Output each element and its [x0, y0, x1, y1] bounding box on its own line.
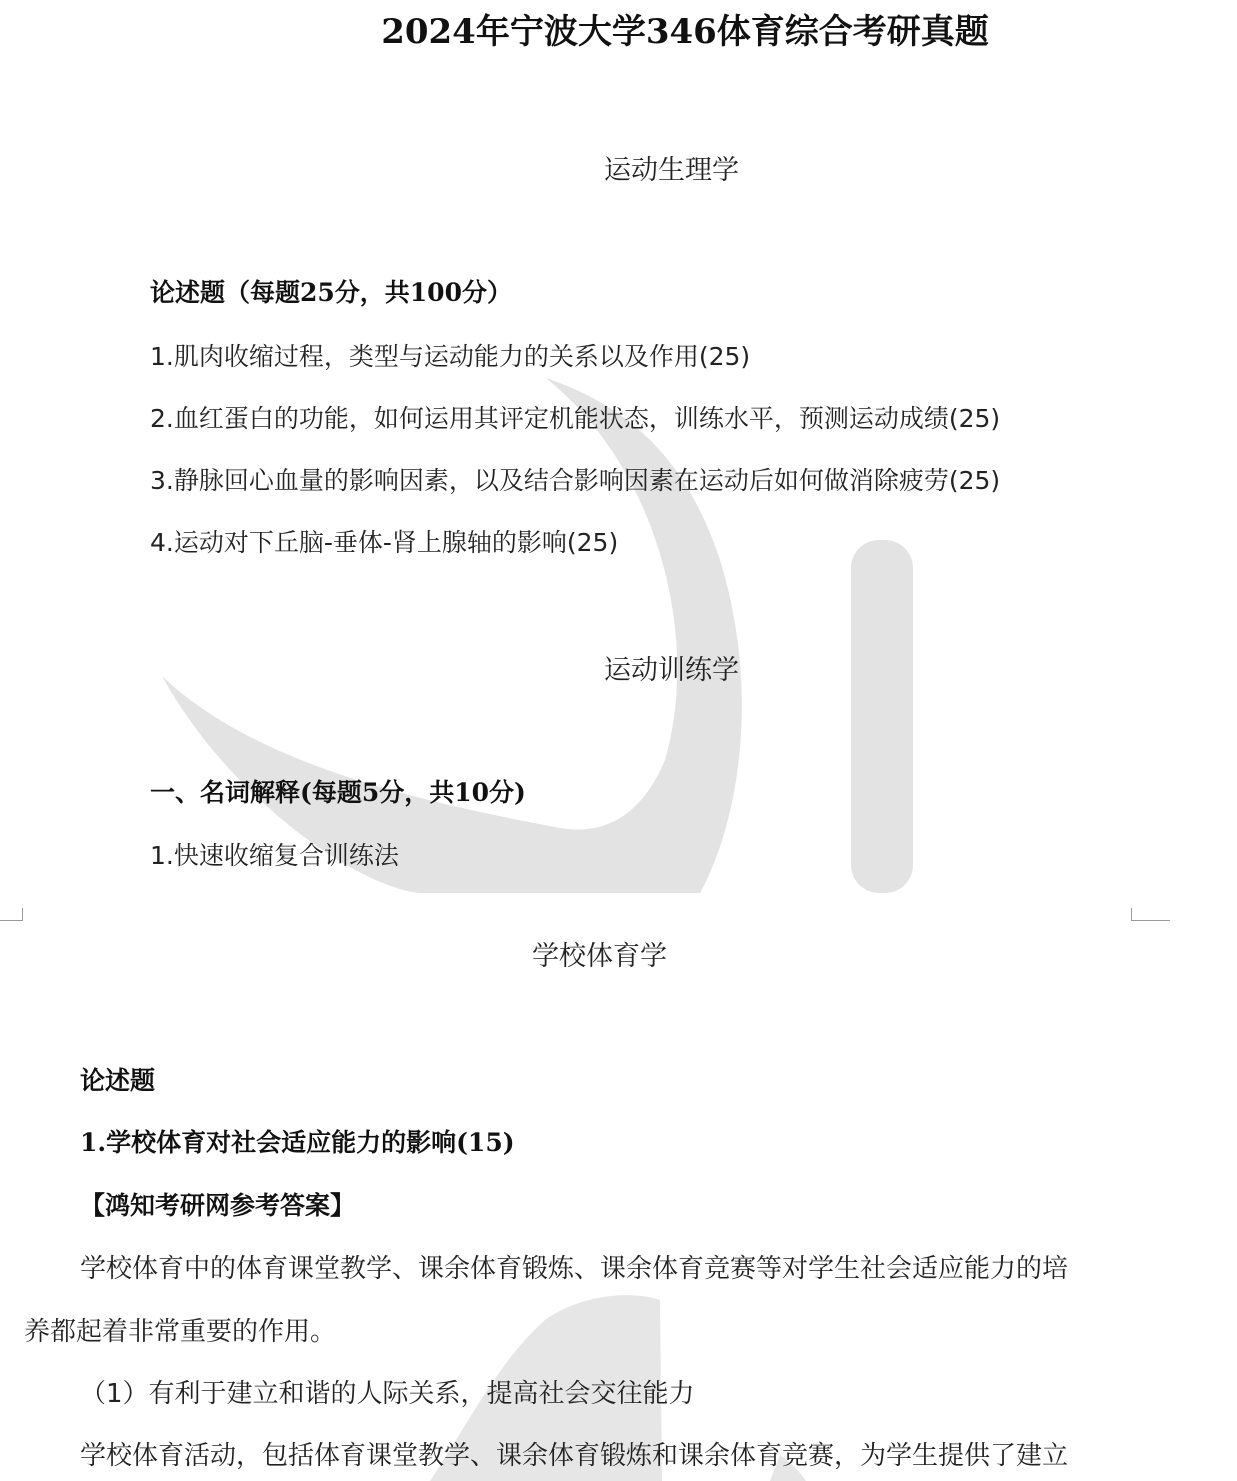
question-line: 1.快速收缩复合训练法 [150, 841, 399, 870]
section-heading-sports-training: 运动训练学 [604, 655, 739, 686]
document-title: 2024年宁波大学346体育综合考研真题 [381, 12, 989, 52]
page-corner-mark-right [1131, 908, 1170, 921]
question-line: 3.静脉回心血量的影响因素，以及结合影响因素在运动后如何做消除疲劳(25) [150, 466, 1001, 495]
answer-label: 【鸿知考研网参考答案】 [80, 1191, 356, 1220]
section-heading-school-pe: 学校体育学 [532, 941, 667, 972]
section-subheading-essay: 论述题 [80, 1066, 156, 1095]
section-subheading-terms: 一、名词解释(每题5分，共10分) [150, 778, 526, 807]
answer-paragraph-line: 学校体育中的体育课堂教学、课余体育锻炼、课余体育竞赛等对学生社会适应能力的培 [80, 1254, 1069, 1284]
question-line: 4.运动对下丘脑-垂体-肾上腺轴的影响(25) [150, 528, 619, 557]
section-subheading-essay: 论述题（每题25分，共100分） [150, 278, 512, 307]
page-break [0, 893, 1237, 903]
question-line: 1.肌肉收缩过程，类型与运动能力的关系以及作用(25) [150, 342, 751, 371]
section-heading-exercise-physiology: 运动生理学 [604, 155, 739, 186]
question-line: 2.血红蛋白的功能，如何运用其评定机能状态，训练水平，预测运动成绩(25) [150, 404, 1001, 433]
answer-paragraph-line: 养都起着非常重要的作用。 [24, 1317, 337, 1347]
answer-paragraph-line: 学校体育活动，包括体育课堂教学、课余体育锻炼和课余体育竞赛，为学生提供了建立 [80, 1441, 1069, 1471]
answer-point: （1）有利于建立和谐的人际关系，提高社会交往能力 [80, 1379, 695, 1409]
page-corner-mark-left [0, 908, 23, 921]
question-line: 1.学校体育对社会适应能力的影响(15) [80, 1128, 515, 1157]
